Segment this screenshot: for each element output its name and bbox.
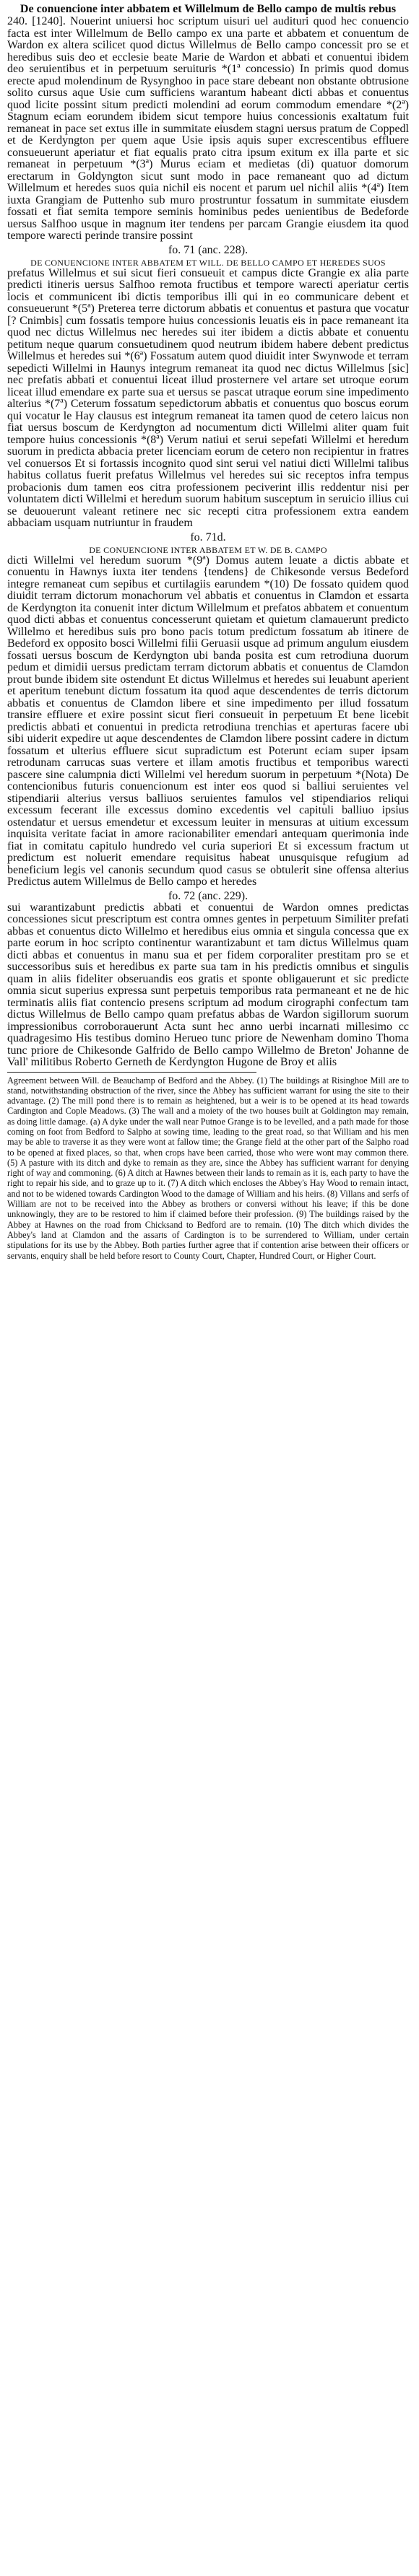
document-page	[0, 0, 419, 1261]
charter-240-continuation-3: sui warantizabunt predictis abbati et conuentui de Wardon omnes predictas concessiones sicut prescriptum est contra omnes gentes in perpetuum Similiter prefati abbas et conuentus dicto Willelmo et heredibus eius omnia et singula concessa que ex parte eorum in hoc scripto continentur warantizabunt et tam dictus Willelmus quam dicti abbas et conuentus in manu sua et per fidem corporaliter prestitam pro se et successoribus suis et heredibus ex parte sua tam in his predictis omnibus et singulis quam in aliis fideliter obseruandis eos gratis et sponte obligauerunt et sic predicte omnia sicut superius expressa sunt perpetuis temporibus rata permaneant et ne de hic terminatis aliis fiat contencio presens scriptum ad modum cirographi confectum tam dictus Willelmus de Bello campo quam prefatus abbas de Wardon sigillorum suorum impressionibus corroborauerunt Acta sunt hec anno uerbi incarnati millesimo cc quadragesimo His testibus domino Herueo tunc priore de Newenham domino Thoma tunc priore de Chikesonde Galfrido de Bello campo Willelmo de Breton' Johanne de Vall' militibus Roberto Gerneth de Kerdyngton Hugone de Broy et aliis	[7, 901, 409, 1068]
folio-marker-71d: fo. 71d.	[190, 531, 226, 543]
charter-240-continuation-2: dicti Willelmi vel heredum suorum *(9ª) Domus autem leuate a dictis abbate et conuentu in Hawnys iuxta iter tendens {tendens} de Chikesonde versus Bedeford integre remaneat cum sepibus et curtilagiis earundem *(10) De fossato quidem quod diuidit terram dictorum monachorum vel abbatis et conuentus in Clamdon et essarta de Kerdyngton ita conuenit inter dictum Willelmum et prefatos abbatem et conuentum quod dicti abbas et conuentus concesserunt quietam et quietum clamauerunt predicto Willelmo et heredibus suis pro bono pacis totum predictum fossatum ab itinere de Bedeford ex opposito bosci Willelmi filii Geruasii usque ad primum angulum eiusdem fossati uersus boscum de Kerdyngton ubi banda posita est cum retrodiuna duorum pedum et dimidii uersus predictam terram dictorum abbatis et conuentus de Clamdon prout bunde ibidem site ostendunt Et dictus Willelmus et heredes sui leuabunt aperient et aperitum tenebunt dictum fossatum ita quod aque descendentes de terris dictorum abbatis et conuentus de Clamdon libere et sine impedimento per illud fossatum transire effluere et exire possint sicut fieri consueuit in perpetuum Et bene licebit predictis abbati et conuentui in predicta retrodiuna trenchias et aperturas facere ubi sibi uiderit expedire ut aque descendentes de Clamdon libere possint cadere in dictum fossatum et ulterius effluere sicut supradictum est Poterunt eciam super ipsam retrodunam carrucas suas vertere et illam amotis fructibus et temporibus warecti pascere sine calumpnia dicti Willelmi vel heredum suorum in perpetuum *(Nota) De contencionibus futuris conuencionum est inter eos quod si balliui seruientes vel stipendiarii alterius versus balliuos seruientes famulos vel stipendiarios reliqui excessum fecerant ille excessus domino excedentis vel capituli balliuo ipsius ostendatur et uersus emendetur et excessum leuiter in mensuras at uitium excessum inquisita veritate faciat in amore racionabiliter emendari antequam querimonia inde fiat in comitatu capitulo hundredo vel curia superiori Et si excessum fractum ut predictum est noluerit emendare requisitus habeat unusquisque refugium ad beneficium legis vel canonis secundum quod casus se obtulerit sine offensa alterius Predictus autem Willelmus de Bello campo et heredes	[7, 554, 409, 888]
running-heading-1: DE CONUENCIONE INTER ABBATEM ET WILL. DE BELLO CAMPO ET HEREDES SUOS	[30, 257, 386, 268]
charter-title: De conuencione inter abbatem et Willelmum de Bello campo de multis rebus	[20, 3, 397, 15]
footnote-divider	[7, 1072, 256, 1073]
charter-240-continuation-1: prefatus Willelmus et sui sicut fieri consueuit et campus dicte Grangie ex alia parte predicti itineris uersus Salfhoo remota fructibus et tempore warecti aperiatur certis locis et communicent ibi dictis temporibus illi qui in eo communicare debent et consueuerunt *(5ª) Preterea terre dictorum abbatis et conuentus et pastura que vocatur [? Cnimbis] cum fossatis tempore huius concessionis leuatis eis in pace remaneant ita quod nec dictus Willelmus nec heredes sui iter ibidem a dictis abbate et conuentu petitum neque quarum consuetudinem quod neutrum ibidem habere debent predictus Willelmus et heredes sui *(6ª) Fossatum autem quod diuidit inter Swynwode et terram sepedicti Willelmi in Haunys integrum remaneat ita quod nec dictus Willelmus [sic] nec prefatis abbati et conuentui liceat illud prosternere vel artare set utroque eorum liceat illud emendare ex parte sua et uersus se pascat utraque eorum sine impedimento alterius *(7ª) Ceterum fossatum sepedictorum abbatis et conuentus quo boscus eorum qui vocatur le Hay clausus est integrum remaneat ita tamen quod de cetero laicus non fiat uersus boscum de Kerdyngton ad nocumentum dicti Willelmi aliter quam fuit tempore huius concessionis *(8ª) Verum natiui et serui sepefati Willelmi et heredum suorum in predicta abbacia preter licenciam eorum de cetero non recipientur in fratres vel conuersos Et si fortassis incognito quod sint serui vel natiui dicti Willelmi talibus habitus collatus fuerit prefatus Willelmus vel heredes sui sic receptos infra tempus probacionis dum tamen eos citra professionem peciverint illis reddentur nisi per voluntatem dicti Willelmi et heredum suorum habitum susceptum in seruicio illius cui se deuouerunt valeant retinere nec sic recepti citra professionem extra eandem abbaciam usquam nutriuntur in fraudem	[7, 266, 409, 529]
folio-marker-71: fo. 71 (anc. 228).	[168, 243, 249, 256]
running-heading-2: DE CONUENCIONE INTER ABBATEM ET W. DE B. CAMPO	[89, 544, 327, 555]
charter-240-body: 240. [1240]. Nouerint uniuersi hoc scriptum uisuri uel audituri quod hec conuencio facta est inter Willelmum de Bello campo ex una parte et abbatem et conuentum de Wardon ex altera scilicet quod dictus Willelmus de Bello campo concessit pro se et heredibus suis deo et ecclesie beate Marie de Wardon et abbati et conuentui ibidem deo seruientibus et in perpetuum seruituris *(1ª concessio) In primis quod domus erecte apud molendinum de Rysynghoo in pace stare debeant non obstante obtrusione solito cursus aque Usie cum sufficiens warantum habeant dicti abbas et conuentus quod licite possint situm predicti molendini ad eorum commodum emendare *(2ª) Stagnum eciam eorundem ibidem sicut tempore huius concessionis exaltatum fuit remaneat in pace set extus ille in summitate eiusdem stagni uersus pratum de Coppedl et de Kerdyngton per quem aque Usie ipsis aquis super excrescentibus effluere consueuerunt aperiatur et fiat equalis prato citra ipsum exitum ex illa parte et sic remaneat in perpetuum *(3ª) Murus eciam et medietas (di) quatuor domorum erectarum in Goldyngton sicut sunt modo in pace remaneant quo ad dictum Willelmum et heredes suos quia nichil eis nocent et parum uel nichil aliis *(4ª) Item iuxta Grangiam de Puttenho sub muro prostruntur fossatum in summitate eiusdem fossati et fiat semita tempore seminis hominibus pedes uenientibus de Bedeforde uersus Salfhoo usque in magnum iter tendens per parcam Grangie eiusdem ita quod tempore warecti perinde transire possint	[7, 15, 409, 242]
folio-marker-72: fo. 72 (anc. 229).	[168, 889, 249, 902]
english-summary-footnote: Agreement between Will. de Beauchamp of Bedford and the Abbey. (1) The buildings at Risinghoe Mill are to stand, notwithstanding obstruction of the river, since the Abbey has sufficient warrant for using the site to their advantage. (2) The mill pond there is to remain as heightened, but a weir is to be opened at its head towards Cardington and Cople Meadows. (3) The wall and a moiety of the two houses built at Goldington may remain, as doing little damage. (a) A dyke under the wall near Putnoe Grange is to be levelled, and a path made for those coming on foot from Bedford to Salpho at sowing time, leading to the great road, so that William and his men may be able to traverse it as they were wont at fallow time; the Grange field at the other part of the Salpho road to be opened at fixed places, so that, when crops have been carried, those who were wont may common there. (5) A pasture with its ditch and dyke to remain as they are, since the Abbey has sufficient warrant for denying right of way and commoning. (6) A ditch at Hawnes between their lands to remain as it is, each party to have the right to repair his side, and to graze up to it. (7) A ditch which encloses the Abbey's Hay Wood to remain intact, and not to be widened towards Cardington Wood to the damage of William and his heirs. (8) Villans and serfs of William are not to be received into the Abbey as brothers or conversi without his leave; if this be done unknowingly, they are to be restored to him if claimed before their profession. (9) The buildings raised by the Abbey at Hawnes on the road from Chicksand to Bedford are to remain. (10) The ditch which divides the Abbey's land at Clamdon and the assarts of Cardington is to be surrendered to William, under certain stipulations for its use by the Abbey. Both parties further agree that if contention arise between their officers or servants, enquiry shall be held before resort to County Court, Chapter, Hundred Court, or Higher Court.	[7, 1075, 409, 1261]
